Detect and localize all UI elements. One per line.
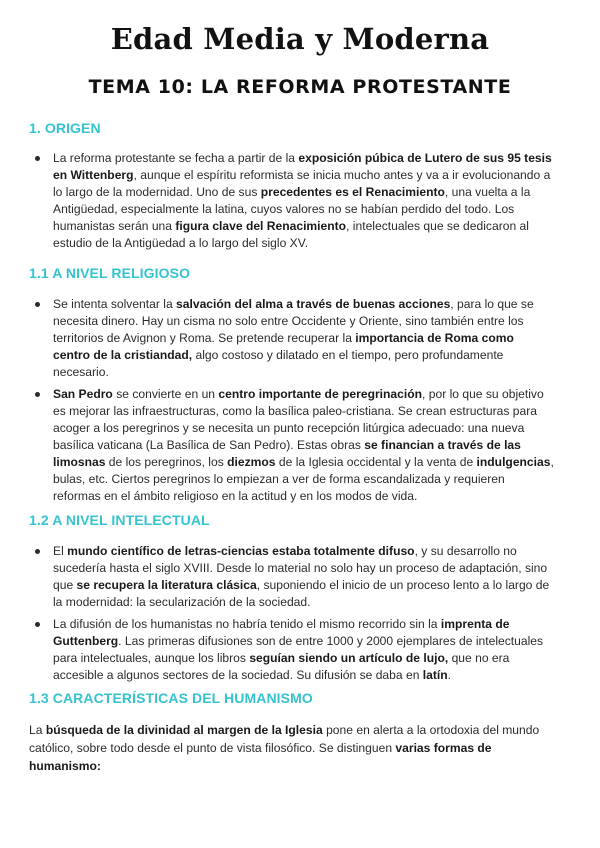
bullet-icon — [35, 302, 40, 307]
section-heading-origen: 1. ORIGEN — [29, 120, 101, 136]
bullet-list-religioso — [29, 296, 554, 510]
bold-text: mundo científico de letras-ciencias estaba totalmente difuso — [67, 544, 415, 558]
bold-text: se recupera la literatura clásica — [76, 578, 257, 592]
bold-text: San Pedro — [53, 387, 113, 401]
bullet-list-intelectual — [29, 543, 554, 689]
text-run: , para lo que se necesita dinero. Hay un cisma no solo entre Occidente y Oriente, sino también entre los territorios de Avignon y Roma. Se pretende recuperar la — [53, 297, 534, 345]
list-item — [29, 616, 554, 684]
bold-text: se financian a través de las limosnas — [53, 438, 521, 469]
bullet-list-origen — [29, 150, 554, 257]
text-run: , y su desarrollo no sucedería hasta el siglo XVIII. Desde lo material no solo hay un proceso de adaptación, sino que — [53, 544, 548, 592]
bold-text: salvación del alma a través de buenas acciones — [176, 297, 451, 311]
bullet-icon — [35, 156, 40, 161]
list-item — [29, 150, 554, 252]
text-run: . — [447, 668, 452, 682]
bold-text: búsqueda de la divinidad al margen de la Iglesia — [45, 723, 323, 737]
section-heading-intelectual: 1.2 A NIVEL INTELECTUAL — [29, 512, 210, 528]
text-run: , por lo que su objetivo es mejorar las infraestructuras, como la basílica paleo-cristiana. Se crean estructuras para acoger a los peregrinos y se necesita un punto recepción litúrgica adecuado: una nueva basílica vaticana (La Basílica de San Pedro). Estas obras — [53, 387, 544, 452]
text-run: , aunque el espíritu reformista se inicia mucho antes y va a ir evolucionando a lo largo de la modernidad. Uno de sus — [53, 168, 551, 199]
bold-text: exposición púbica de Lutero de sus 95 tesis en Wittenberg — [53, 151, 552, 182]
bold-text: importancia de Roma como centro de la cristiandad, — [53, 331, 514, 362]
list-item — [29, 386, 554, 505]
text-run: pone en alerta a la ortodoxia del mundo católico, sobre todo desde el punto de vista filosófico. Se distinguen — [29, 723, 540, 755]
list-item — [29, 296, 554, 381]
bullet-icon — [35, 392, 40, 397]
text-run: algo costoso y dilatado en el tiempo, pero profundamente necesario. — [53, 348, 504, 379]
bold-text: varias formas de humanismo: — [29, 741, 492, 773]
text-run: La — [29, 723, 46, 737]
bold-text: latín — [422, 668, 448, 682]
bold-text: figura clave del Renacimiento — [175, 219, 347, 233]
section-heading-religioso: 1.1 A NIVEL RELIGIOSO — [29, 265, 191, 281]
text-run: que no era accesible a algunos sectores de la sociedad. Su difusión se daba en — [53, 651, 510, 682]
text-run: de los peregrinos, los — [105, 455, 228, 469]
bold-text: centro importante de peregrinación — [218, 387, 423, 401]
text-run: , bulas, etc. Ciertos peregrinos lo empiezan a ver de forma escandalizada y requieren reformas en el ámbito religioso en la actitud y en los modos de vida. — [53, 455, 554, 503]
bullet-icon — [35, 622, 40, 627]
text-run: , una vuelta a la Antigüedad, especialmente la latina, cuyos valores no se habían perdido del todo. Los humanistas serán una — [53, 185, 531, 233]
text-run: , suponiendo el inicio de un proceso lento a lo largo de la modernidad: la secularización de la sociedad. — [53, 578, 550, 609]
bold-text: indulgencias — [476, 455, 551, 469]
section-heading-humanismo: 1.3 CARACTERÍSTICAS DEL HUMANISMO — [29, 690, 313, 706]
text-run: se convierte en un — [112, 387, 219, 401]
bold-text: diezmos — [227, 455, 276, 469]
bold-text: imprenta de Guttenberg — [53, 617, 510, 648]
text-run: El — [53, 544, 68, 558]
text-run: La reforma protestante se fecha a partir de la — [53, 151, 299, 165]
document-subtitle: TEMA 10: LA REFORMA PROTESTANTE — [88, 76, 512, 98]
text-run: de la Iglesia occidental y la venta de — [275, 455, 477, 469]
text-run: La difusión de los humanistas no habría tenido el mismo recorrido sin la — [53, 617, 441, 631]
bold-text: seguían siendo un artículo de lujo, — [249, 651, 449, 665]
bullet-icon — [35, 549, 40, 554]
text-run: Se intenta solventar la — [53, 297, 177, 311]
paragraph-humanismo — [29, 721, 554, 775]
text-run: . Las primeras difusiones son de entre 1000 y 2000 ejemplares de intelectuales para intelectuales, aunque los libros — [53, 634, 544, 665]
list-item — [29, 543, 554, 611]
document-title: Edad Media y Moderna — [110, 22, 490, 56]
text-run: , intelectuales que se dedicaron al estudio de la Antigüedad a lo largo del siglo XV. — [53, 219, 529, 250]
bold-text: precedentes es el Renacimiento — [260, 185, 445, 199]
